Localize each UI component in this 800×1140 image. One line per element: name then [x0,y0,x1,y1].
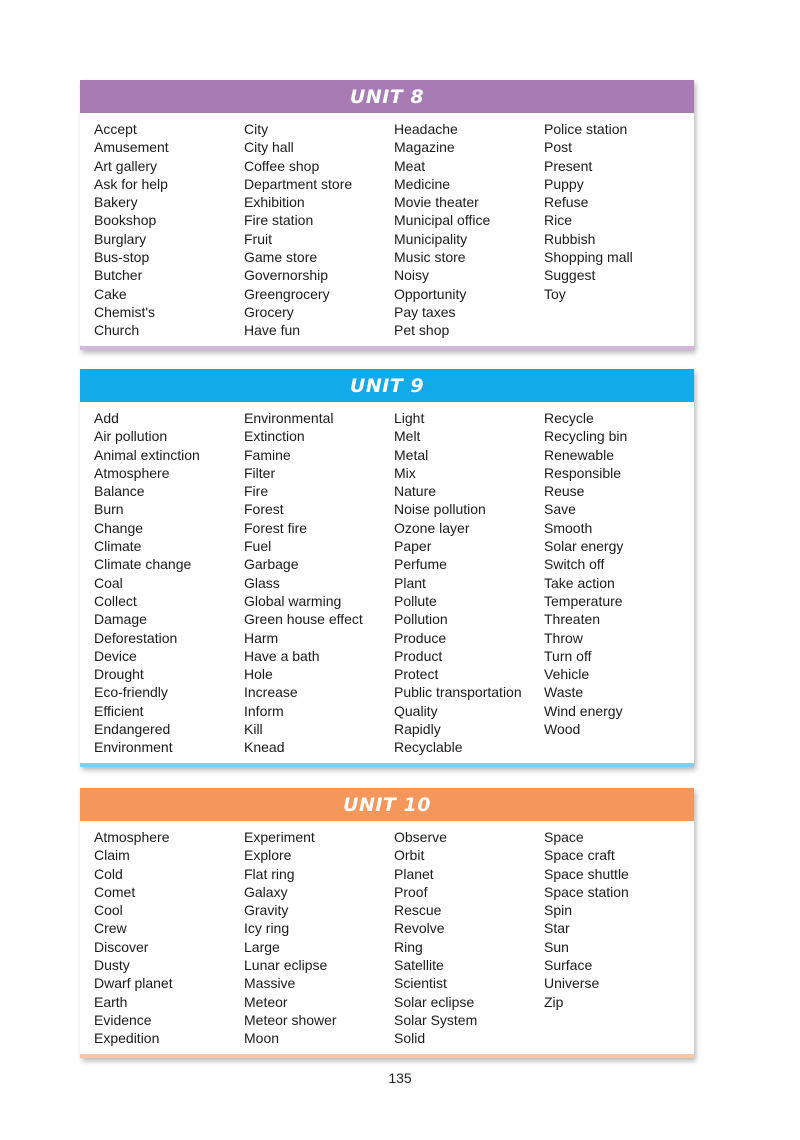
word-column [394,409,544,757]
vocabulary-word: Endangered [94,721,171,738]
vocabulary-word: Municipality [394,230,468,247]
vocabulary-word: Rice [544,212,573,229]
vocabulary-word: Chemist's [94,303,156,320]
vocabulary-word: Climate [94,538,142,555]
vocabulary-word: Scientist [394,975,447,992]
vocabulary-word: Gravity [244,902,289,919]
vocabulary-word: Collect [94,592,137,609]
unit-9-bottom-bar [80,763,694,767]
vocabulary-word: Meteor shower [244,1011,337,1028]
word-column [94,828,244,1048]
vocabulary-word: Throw [544,629,583,646]
vocabulary-word: Pet shop [394,322,450,339]
vocabulary-word: Threaten [544,611,601,628]
unit-8-title: UNIT 8 [80,80,694,113]
vocabulary-word: Filter [244,464,276,481]
word-column [244,409,394,757]
vocabulary-word: Fruit [244,230,272,247]
vocabulary-word: Eco-friendly [94,684,168,701]
word-column [94,120,244,340]
vocabulary-word: Solar System [394,1011,478,1028]
vocabulary-word: Puppy [544,175,584,192]
vocabulary-word: Switch off [544,556,605,573]
vocabulary-word: Smooth [544,519,593,536]
unit-9-section [80,369,694,767]
vocabulary-word: Damage [94,611,147,628]
vocabulary-word: Comet [94,883,136,900]
vocabulary-word: Space shuttle [544,865,629,882]
vocabulary-word: Flat ring [244,865,295,882]
vocabulary-word: Icy ring [244,920,290,937]
word-column [94,409,244,757]
vocabulary-word: Noise pollution [394,501,486,518]
vocabulary-word: Coffee shop [244,157,320,174]
vocabulary-word: Responsible [544,464,622,481]
vocabulary-word: Animal extinction [94,446,200,463]
vocabulary-word: Solar eclipse [394,993,475,1010]
vocabulary-word: Climate change [94,556,192,573]
vocabulary-word: Present [544,157,593,174]
vocabulary-word: Air pollution [94,428,168,445]
vocabulary-word: Game store [244,249,318,266]
vocabulary-word: Increase [244,684,298,701]
vocabulary-word: Glass [244,574,280,591]
vocabulary-word: Hole [244,666,273,683]
vocabulary-word: Ozone layer [394,519,470,536]
word-column [244,120,394,340]
vocabulary-word: Turn off [544,647,592,664]
vocabulary-word: Butcher [94,267,143,284]
vocabulary-word: Post [544,139,573,156]
vocabulary-word: Change [94,519,144,536]
vocabulary-word: Galaxy [244,883,288,900]
vocabulary-word: Observe [394,829,447,845]
page-number: 135 [388,1070,412,1086]
unit-10-word-list [80,821,694,1054]
vocabulary-word: Environment [94,739,173,756]
vocabulary-word: Moon [244,1030,280,1047]
vocabulary-word: Wood [544,721,581,738]
vocabulary-word: Light [394,410,425,426]
vocabulary-word: Efficient [94,702,144,719]
vocabulary-word: Meat [394,157,426,174]
unit-10-bottom-bar [80,1054,694,1058]
vocabulary-word: Accept [94,121,137,137]
vocabulary-word: Take action [544,574,615,591]
vocabulary-word: Harm [244,629,279,646]
vocabulary-word: Save [544,501,576,518]
vocabulary-word: Fire station [244,212,314,229]
vocabulary-word: Bakery [94,194,138,211]
vocabulary-word: Grocery [244,303,294,320]
vocabulary-word: Church [94,322,140,339]
unit-8-bottom-bar [80,346,694,350]
vocabulary-word: Metal [394,446,429,463]
vocabulary-word: Quality [394,702,438,719]
unit-8-word-list [80,113,694,346]
unit-10-title: UNIT 10 [80,788,694,821]
vocabulary-word: Lunar eclipse [244,957,328,974]
vocabulary-word: Kill [244,721,263,738]
vocabulary-word: Knead [244,739,285,756]
vocabulary-word: Cold [94,865,123,882]
vocabulary-word: Inform [244,702,284,719]
vocabulary-word: Melt [394,428,421,445]
vocabulary-word: Perfume [394,556,447,573]
vocabulary-word: Suggest [544,267,596,284]
vocabulary-word: Add [94,410,119,426]
unit-9-title: UNIT 9 [80,369,694,402]
vocabulary-word: Greengrocery [244,285,330,302]
vocabulary-word: Green house effect [244,611,363,628]
vocabulary-word: Plant [394,574,426,591]
vocabulary-word: Burn [94,501,124,518]
vocabulary-word: Recyclable [394,739,463,756]
vocabulary-word: Have fun [244,322,301,339]
unit-10-section [80,788,694,1058]
vocabulary-word: Large [244,938,280,955]
vocabulary-word: City hall [244,139,294,156]
vocabulary-word: Medicine [394,175,451,192]
vocabulary-word: Meteor [244,993,288,1010]
vocabulary-word: Produce [394,629,447,646]
word-column [544,120,694,340]
vocabulary-word: Wind energy [544,702,623,719]
vocabulary-word: Dwarf planet [94,975,173,992]
vocabulary-word: Deforestation [94,629,178,646]
vocabulary-word: Forest [244,501,284,518]
vocabulary-word: Bus-stop [94,249,150,266]
vocabulary-word: Fire [244,483,269,500]
vocabulary-word: Vehicle [544,666,590,683]
vocabulary-word: Space station [544,883,629,900]
word-column [244,828,394,1048]
vocabulary-word: Solid [394,1030,426,1047]
vocabulary-word: Planet [394,865,434,882]
vocabulary-word: Opportunity [394,285,467,302]
word-column [544,828,694,1048]
vocabulary-word: Space craft [544,847,615,864]
vocabulary-word: Cool [94,902,123,919]
vocabulary-word: Sun [544,938,569,955]
vocabulary-word: Explore [244,847,292,864]
vocabulary-word: Discover [94,938,149,955]
vocabulary-word: Fuel [244,538,272,555]
vocabulary-word: Evidence [94,1011,152,1028]
vocabulary-word: Rubbish [544,230,596,247]
vocabulary-word: Drought [94,666,144,683]
vocabulary-word: Ask for help [94,175,168,192]
vocabulary-word: Paper [394,538,432,555]
vocabulary-word: Dusty [94,957,130,974]
vocabulary-word: Earth [94,993,128,1010]
vocabulary-word: Device [94,647,137,664]
vocabulary-word: Claim [94,847,130,864]
vocabulary-word: Crew [94,920,127,937]
vocabulary-word: Solar energy [544,538,624,555]
vocabulary-word: Forest fire [244,519,308,536]
vocabulary-word: Municipal office [394,212,491,229]
vocabulary-word: Waste [544,684,584,701]
vocabulary-word: Pay taxes [394,303,456,320]
vocabulary-word: Magazine [394,139,455,156]
vocabulary-word: Rapidly [394,721,441,738]
vocabulary-word: Amusement [94,139,169,156]
vocabulary-word: Expedition [94,1030,160,1047]
vocabulary-word: Proof [394,883,428,900]
vocabulary-word: Headache [394,121,458,137]
vocabulary-word: Noisy [394,267,430,284]
vocabulary-word: Exhibition [244,194,305,211]
vocabulary-word: Shopping mall [544,249,633,266]
unit-8-section [80,80,694,350]
vocabulary-word: Music store [394,249,466,266]
vocabulary-word: Zip [544,993,564,1010]
vocabulary-word: Star [544,920,570,937]
vocabulary-word: Cake [94,285,127,302]
vocabulary-word: Universe [544,975,600,992]
vocabulary-word: Renewable [544,446,615,463]
vocabulary-word: Satellite [394,957,444,974]
vocabulary-word: Atmosphere [94,464,170,481]
vocabulary-word: Massive [244,975,296,992]
vocabulary-word: Revolve [394,920,445,937]
vocabulary-word: Product [394,647,443,664]
vocabulary-word: Spin [544,902,573,919]
unit-9-word-list [80,402,694,763]
vocabulary-word: Pollute [394,592,437,609]
vocabulary-word: Atmosphere [94,829,170,845]
vocabulary-word: Nature [394,483,437,500]
vocabulary-word: Ring [394,938,423,955]
vocabulary-word: Environmental [244,410,334,426]
word-column [544,409,694,757]
vocabulary-word: Experiment [244,829,315,845]
vocabulary-word: Temperature [544,592,623,609]
vocabulary-word: Recycle [544,410,594,426]
vocabulary-word: Department store [244,175,353,192]
vocabulary-word: Orbit [394,847,425,864]
vocabulary-word: Bookshop [94,212,157,229]
vocabulary-word: Burglary [94,230,147,247]
vocabulary-word: Balance [94,483,145,500]
vocabulary-word: Coal [94,574,123,591]
vocabulary-word: Extinction [244,428,305,445]
vocabulary-word: Surface [544,957,593,974]
vocabulary-word: Public transportation [394,684,522,701]
vocabulary-word: Movie theater [394,194,479,211]
vocabulary-word: Reuse [544,483,585,500]
word-column [394,828,544,1048]
vocabulary-word: Protect [394,666,439,683]
vocabulary-word: City [244,121,269,137]
vocabulary-word: Space [544,829,584,845]
word-column [394,120,544,340]
vocabulary-word: Governorship [244,267,329,284]
vocabulary-word: Police station [544,121,628,137]
vocabulary-word: Refuse [544,194,589,211]
vocabulary-word: Mix [394,464,416,481]
vocabulary-word: Global warming [244,592,342,609]
vocabulary-word: Pollution [394,611,448,628]
vocabulary-word: Toy [544,285,566,302]
vocabulary-word: Art gallery [94,157,158,174]
vocabulary-word: Famine [244,446,291,463]
vocabulary-word: Recycling bin [544,428,628,445]
vocabulary-word: Garbage [244,556,299,573]
vocabulary-word: Rescue [394,902,442,919]
vocabulary-word: Have a bath [244,647,320,664]
